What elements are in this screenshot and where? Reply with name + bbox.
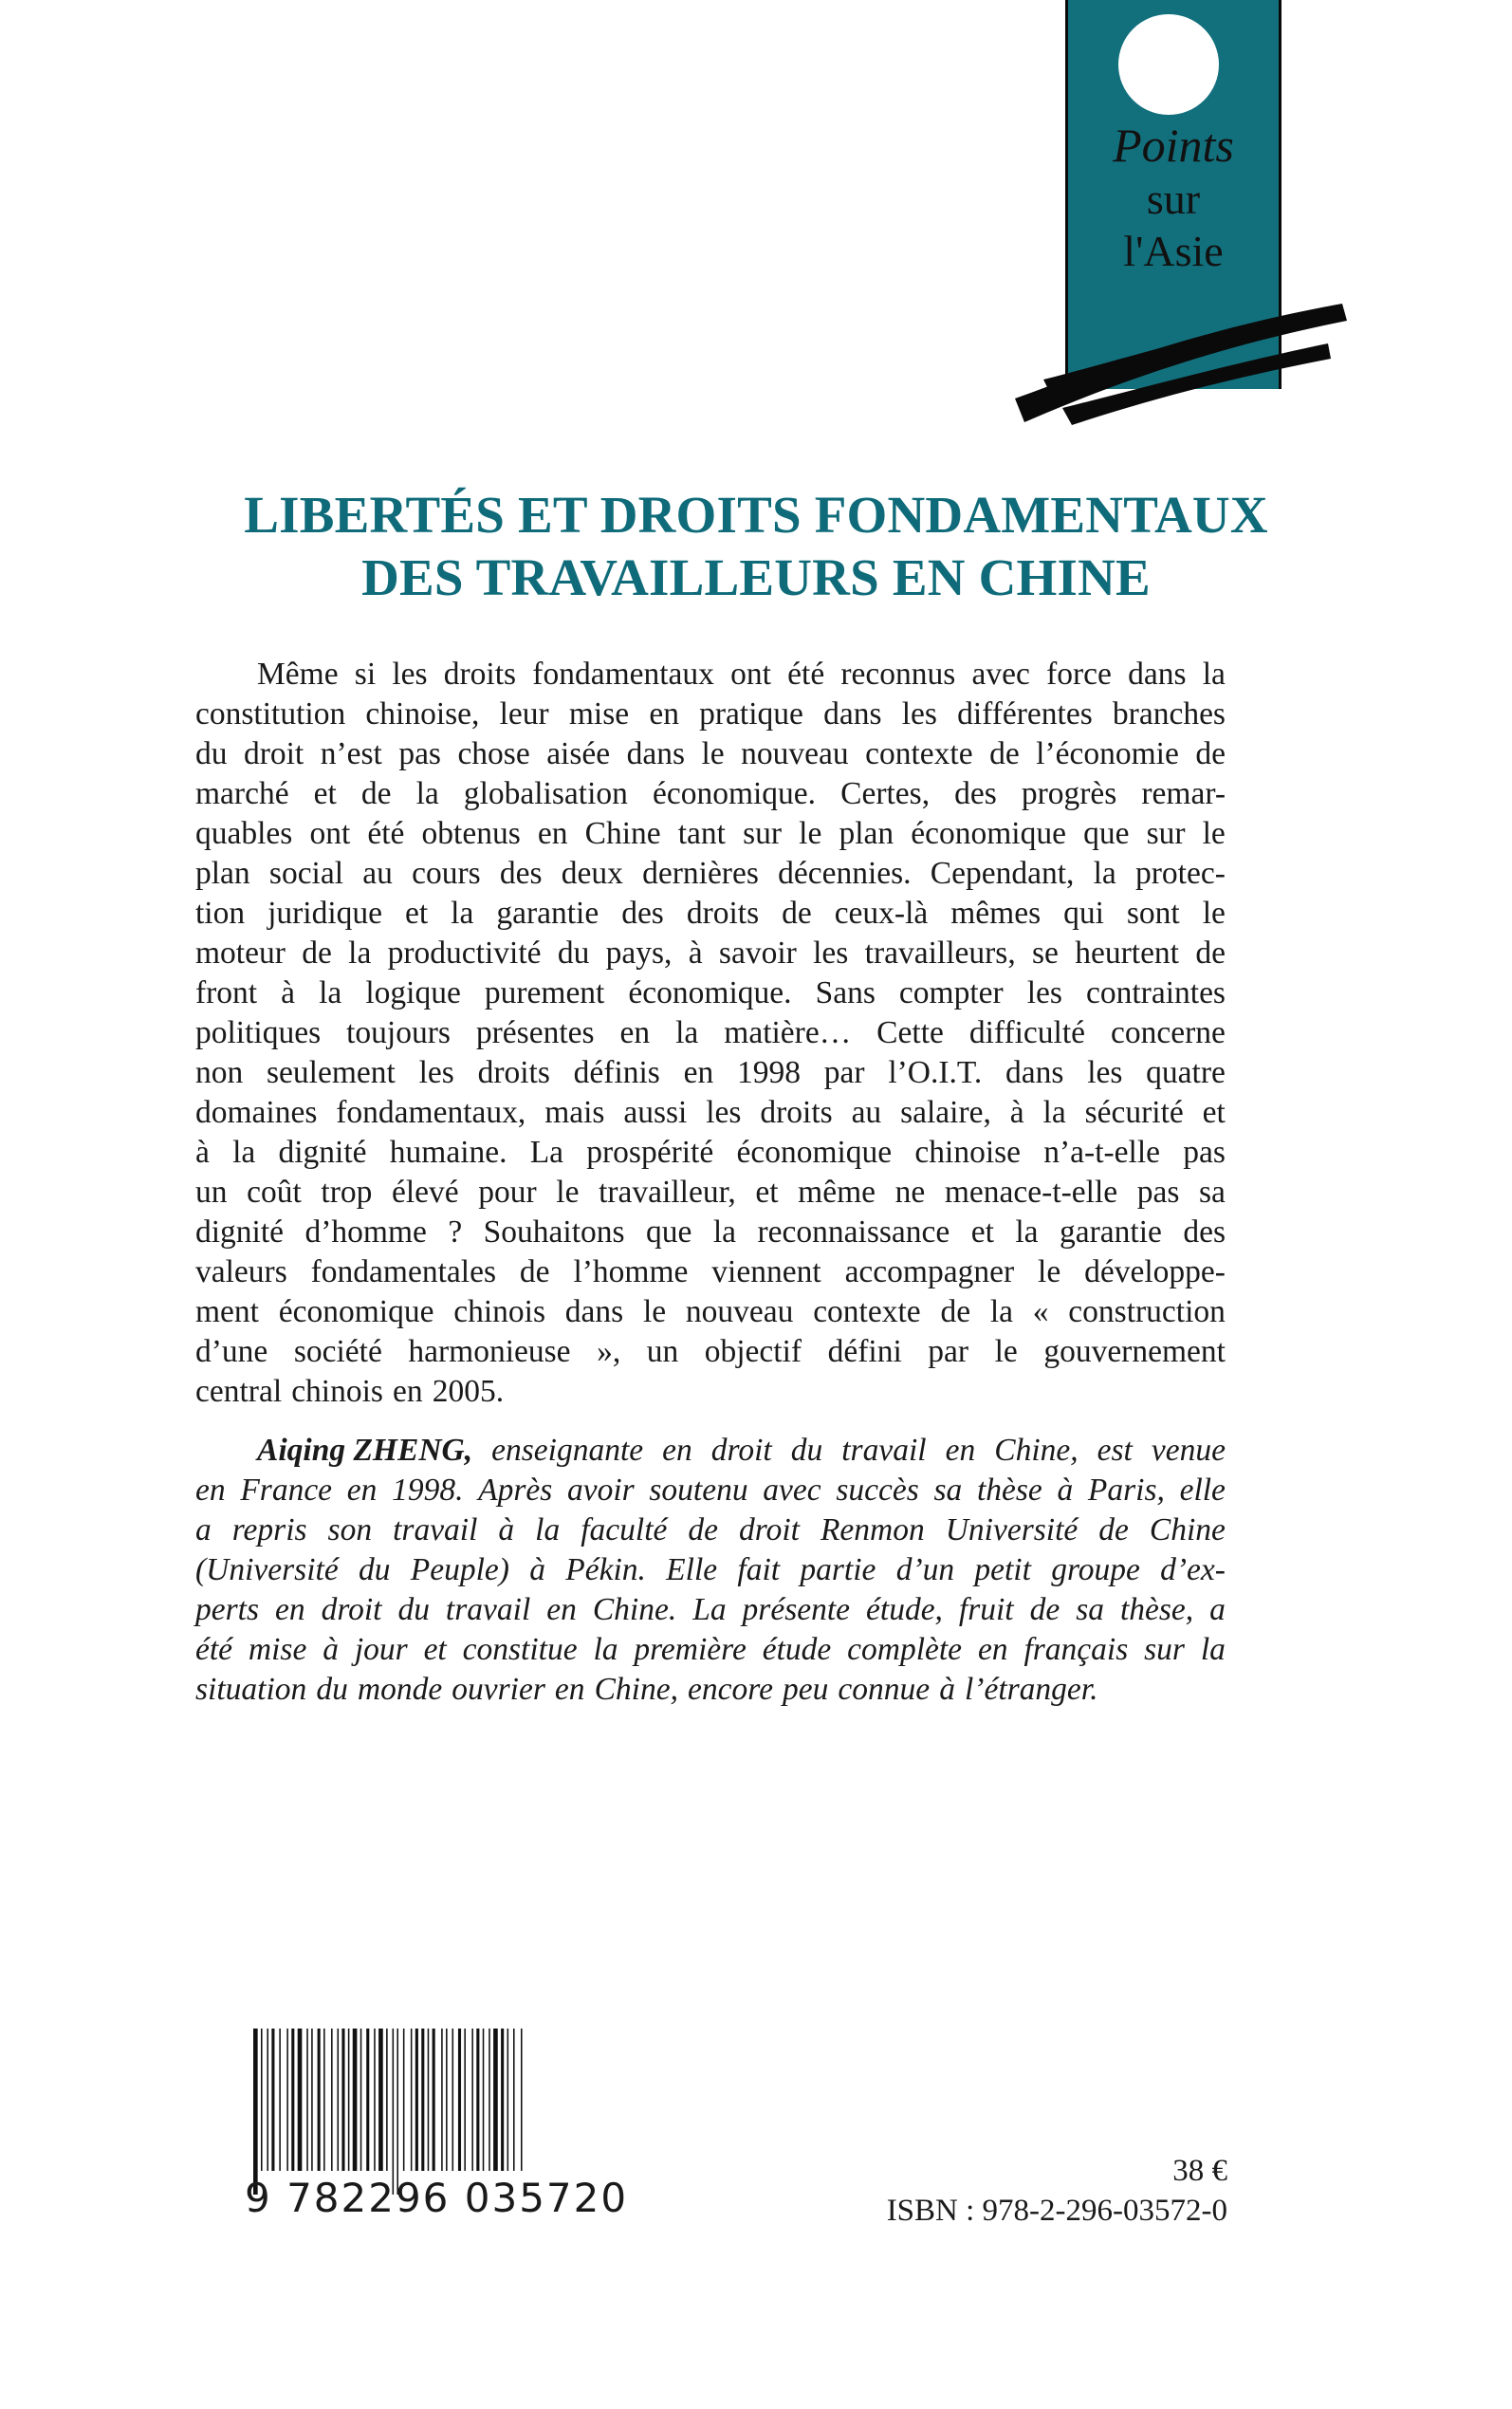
barcode-bar [348, 2029, 350, 2171]
author-bio [195, 1431, 1226, 1710]
barcode-bar [489, 2029, 490, 2171]
barcode-bar [415, 2029, 418, 2171]
barcode-bar [396, 2029, 398, 2195]
summary-line: front à la logique purement économique. Sans compter les contraintes [195, 975, 1226, 1010]
summary-line: tion juridique et la garantie des droits de ceux-là mêmes qui sont le [195, 896, 1226, 931]
barcode-bar [476, 2029, 479, 2171]
summary-line: domaines fondamentaux, mais aussi les droits au salaire, à la sécurité et [195, 1095, 1226, 1130]
barcode-bar [421, 2029, 424, 2171]
barcode-bar [306, 2029, 308, 2171]
summary-line: central chinois en 2005. [195, 1374, 505, 1409]
barcode-bar [452, 2029, 454, 2171]
title-line-1: LIBERTÉS ET DROITS FONDAMENTAUX [244, 486, 1268, 544]
author-bio-line: (Université du Peuple) à Pékin. Elle fait partie d’un petit groupe d’ex- [195, 1552, 1226, 1587]
barcode-bar [493, 2029, 498, 2171]
author-bio-line: été mise à jour et constitue la première étude complète en français sur la [195, 1632, 1226, 1667]
summary-line: plan social au cours des deux dernières décennies. Cependant, la protec- [195, 856, 1226, 891]
summary-line: Même si les droits fondamentaux ont été reconnus avec force dans la [257, 657, 1226, 692]
barcode-bar [441, 2029, 443, 2171]
barcode-bar [446, 2029, 448, 2171]
barcode-bar [507, 2029, 509, 2171]
barcode-bar [279, 2029, 281, 2171]
barcode-bar [403, 2029, 405, 2171]
author-name: Aiqing ZHENG, [257, 1433, 473, 1468]
barcode-bar [366, 2029, 369, 2171]
summary-line: à la dignité humaine. La prospérité économique chinoise n’a-t-elle pas [195, 1135, 1226, 1170]
barcode-bar [323, 2029, 325, 2171]
barcode-bar [360, 2029, 362, 2171]
barcode-bar [521, 2029, 523, 2171]
summary-line: non seulement les droits définis en 1998 par l’O.I.T. dans les quatre [195, 1055, 1226, 1090]
barcode-bar [501, 2029, 504, 2171]
barcode-bar [338, 2029, 340, 2171]
author-bio-first-line: Aiqing ZHENG, enseignante en droit du travail en Chine, est venue [195, 1431, 1226, 1471]
series-line-1: Points [1113, 119, 1234, 172]
barcode-bar [471, 2029, 473, 2171]
book-title [0, 484, 1512, 609]
author-bio-line: situation du monde ouvrier en Chine, encore peu connue à l’étranger. [195, 1672, 1098, 1707]
price: 38 € [1172, 2154, 1227, 2188]
barcode-bar [286, 2029, 288, 2171]
barcode-bar [341, 2029, 344, 2171]
summary-paragraph [195, 655, 1226, 1412]
summary-line: un coût trop élevé pour le travailleur, et même ne menace-t-elle pas sa [195, 1175, 1226, 1210]
barcode-bar [458, 2029, 461, 2171]
barcode-bar [331, 2029, 333, 2171]
barcode-bar [291, 2029, 294, 2171]
barcode-bar [433, 2029, 435, 2171]
barcode-bar [464, 2029, 466, 2171]
barcode-bar [267, 2029, 268, 2171]
series-circle-icon [1118, 14, 1219, 115]
author-bio-line: perts en droit du travail en Chine. La présente étude, fruit de sa thèse, a [195, 1592, 1226, 1627]
summary-line: valeurs fondamentales de l’homme viennent accompagner le développe- [195, 1254, 1226, 1289]
author-bio-line: en France en 1998. Après avoir soutenu avec succès sa thèse à Paris, elle [195, 1473, 1226, 1508]
author-bio-line: a repris son travail à la faculté de droit Renmon Université de Chine [195, 1512, 1226, 1547]
barcode-bar [428, 2029, 430, 2171]
barcode-bar [271, 2029, 274, 2171]
summary-line: constitution chinoise, leur mise en pratique dans les différentes branches [195, 696, 1226, 732]
summary-line: moteur de la productivité du pays, à savoir les travailleurs, se heurtent de [195, 936, 1226, 971]
barcode-bar [411, 2029, 413, 2171]
barcode-digits: 9 782296 035720 [245, 2175, 629, 2221]
barcode-bar [483, 2029, 485, 2171]
barcode-bar [353, 2029, 358, 2171]
summary-line: politiques toujours présentes en la matière… Cette difficulté concerne [195, 1015, 1226, 1050]
barcode-bar [318, 2029, 321, 2171]
summary-line: quables ont été obtenus en Chine tant sur le plan économique que sur le [195, 816, 1226, 851]
summary-line: marché et de la globalisation économique. Certes, des progrès remar- [195, 776, 1226, 811]
summary-line: ment économique chinois dans le nouveau contexte de la « construction [195, 1294, 1226, 1329]
barcode-bar [298, 2029, 303, 2171]
summary-line: d’une société harmonieuse », un objectif défini par le gouvernement [195, 1334, 1226, 1369]
barcode-bar [311, 2029, 313, 2171]
barcode-bar [378, 2029, 383, 2171]
summary-line: dignité d’homme ? Souhaitons que la reconnaissance et la garantie des [195, 1214, 1226, 1250]
barcode-bar [374, 2029, 376, 2171]
isbn: ISBN : 978-2-296-03572-0 [886, 2194, 1227, 2228]
barcode-bar [513, 2029, 515, 2171]
barcode-bar [386, 2029, 388, 2171]
series-line-3: l'Asie [1123, 227, 1224, 275]
barcode-bar [253, 2029, 258, 2195]
barcode-bar [261, 2029, 263, 2171]
title-line-2: DES TRAVAILLEURS EN CHINE [361, 548, 1151, 606]
brush-swoosh-icon [1005, 285, 1356, 436]
series-line-2: sur [1146, 175, 1201, 223]
barcode [251, 2029, 602, 2195]
barcode-bar [393, 2029, 395, 2195]
back-cover-text [195, 655, 1226, 1710]
summary-line: du droit n’est pas chose aisée dans le nouveau contexte de l’économie de [195, 736, 1226, 771]
